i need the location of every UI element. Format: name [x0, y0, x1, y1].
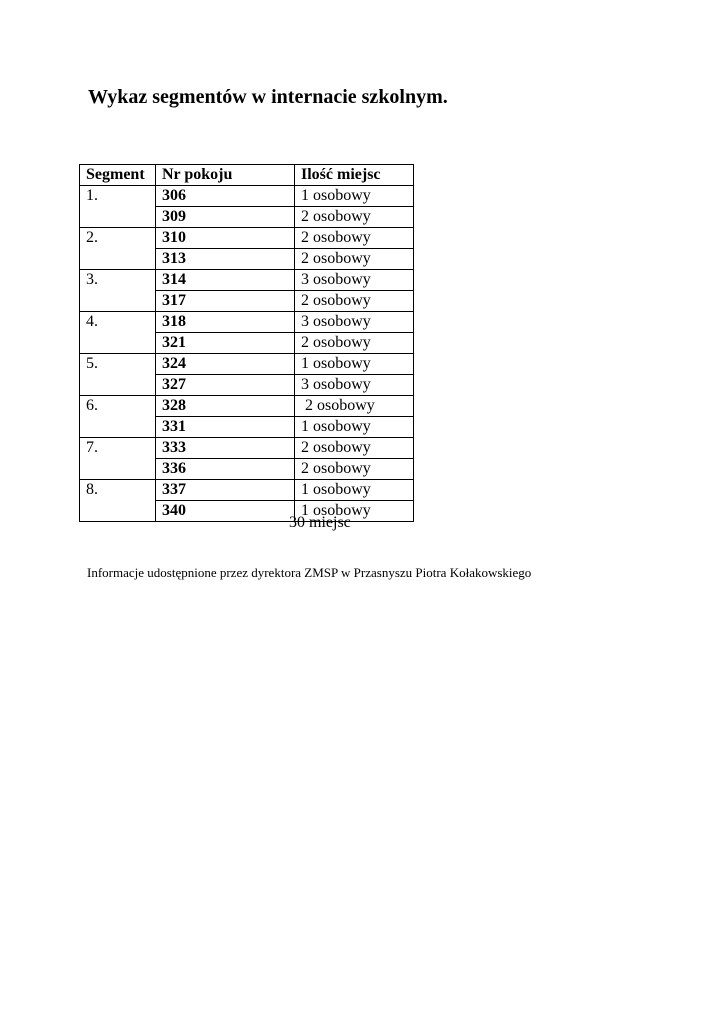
room-places: 2 osobowy: [295, 438, 414, 459]
header-segment: Segment: [80, 165, 156, 186]
room-places: 2 osobowy: [295, 459, 414, 480]
room-places: 2 osobowy: [295, 207, 414, 228]
room-places: 1 osobowy: [295, 354, 414, 375]
total-places: 30 miejsc: [289, 514, 351, 531]
segment-label: 1.: [80, 186, 156, 228]
room-places: 2 osobowy: [295, 249, 414, 270]
segment-label: 5.: [80, 354, 156, 396]
room-places: 1 osobowy: [295, 417, 414, 438]
room-places: 2 osobowy: [295, 228, 414, 249]
room-places: 2 osobowy: [295, 333, 414, 354]
room-number: 340: [156, 501, 295, 522]
segment-label: 7.: [80, 438, 156, 480]
room-places: 3 osobowy: [295, 375, 414, 396]
page-title: Wykaz segmentów w internacie szkolnym.: [88, 86, 448, 108]
room-number: 321: [156, 333, 295, 354]
table-header-row: [80, 165, 414, 186]
segment-label: 6.: [80, 396, 156, 438]
room-number: 309: [156, 207, 295, 228]
room-places: 1 osobowy: [295, 186, 414, 207]
room-number: 317: [156, 291, 295, 312]
room-number: 337: [156, 480, 295, 501]
room-number: 314: [156, 270, 295, 291]
segments-table: [79, 164, 414, 522]
segment-label: 2.: [80, 228, 156, 270]
table-row: [80, 396, 414, 417]
room-places: 2 osobowy: [295, 291, 414, 312]
header-room: Nr pokoju: [156, 165, 295, 186]
table-row: [80, 480, 414, 501]
room-places: 3 osobowy: [295, 270, 414, 291]
table-row: [80, 186, 414, 207]
room-number: 328: [156, 396, 295, 417]
footer-note: Informacje udostępnione przez dyrektora ZMSP w Przasnyszu Piotra Kołakowskiego: [87, 565, 532, 580]
room-places: 2 osobowy: [295, 396, 414, 417]
room-places: 3 osobowy: [295, 312, 414, 333]
room-number: 313: [156, 249, 295, 270]
segment-label: 8.: [80, 480, 156, 522]
room-number: 336: [156, 459, 295, 480]
room-number: 306: [156, 186, 295, 207]
room-places: 1 osobowy: [295, 480, 414, 501]
table-row: [80, 354, 414, 375]
table-row: [80, 228, 414, 249]
room-places: 1 osobowy: [295, 501, 414, 522]
room-number: 333: [156, 438, 295, 459]
room-number: 324: [156, 354, 295, 375]
table-row: [80, 270, 414, 291]
table-row: [80, 438, 414, 459]
room-number: 331: [156, 417, 295, 438]
segment-label: 3.: [80, 270, 156, 312]
room-number: 318: [156, 312, 295, 333]
room-number: 310: [156, 228, 295, 249]
table-row: [80, 312, 414, 333]
table-body: [80, 186, 414, 522]
header-places: Ilość miejsc: [295, 165, 414, 186]
room-number: 327: [156, 375, 295, 396]
segment-label: 4.: [80, 312, 156, 354]
